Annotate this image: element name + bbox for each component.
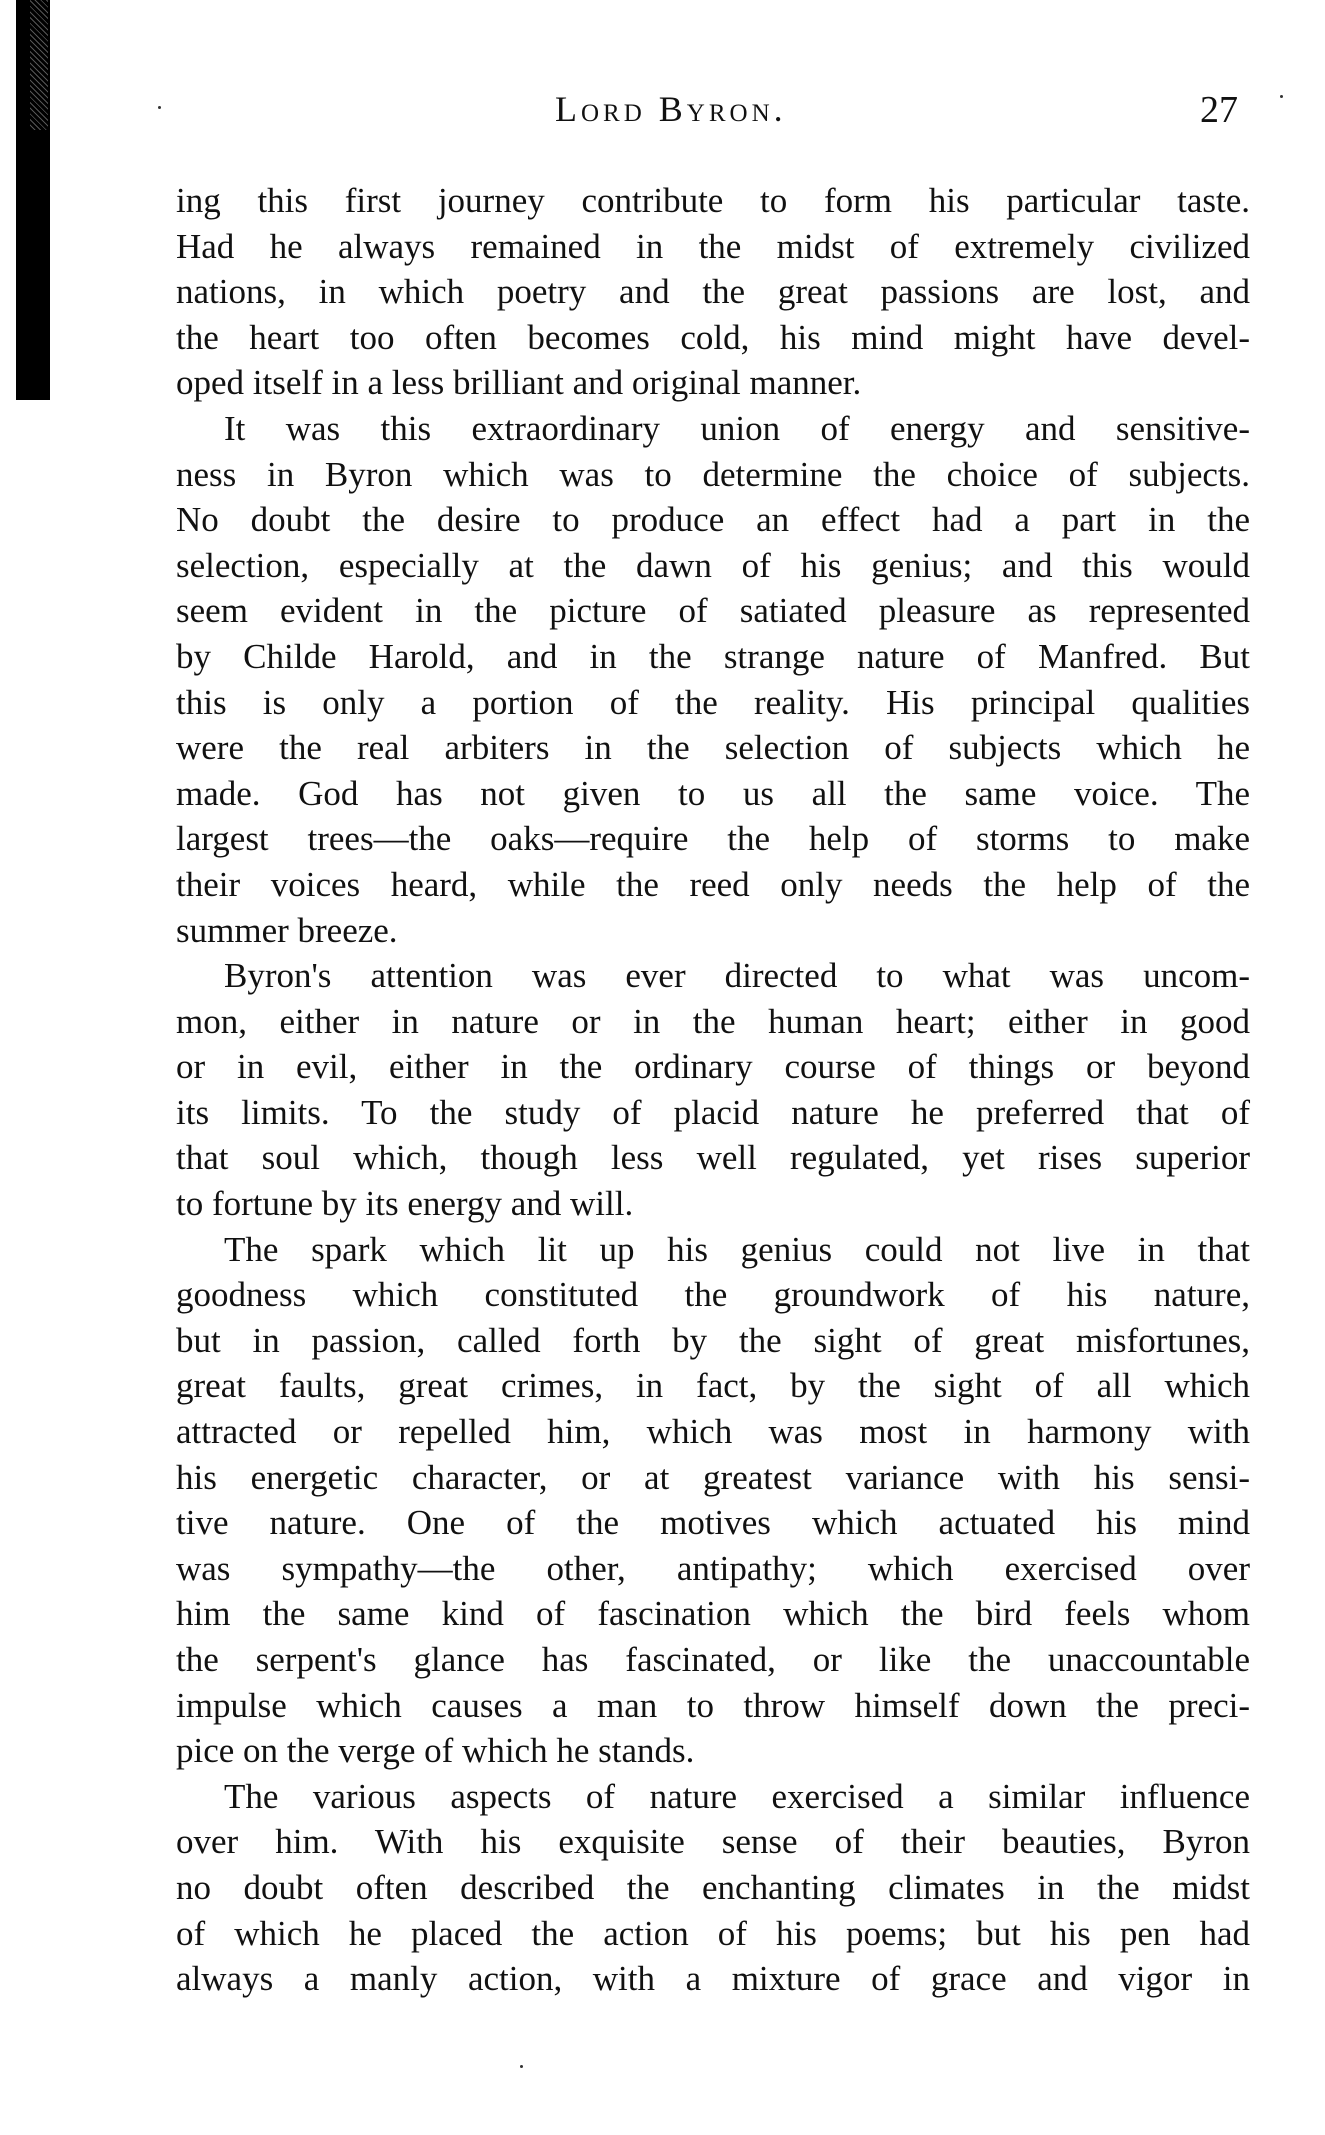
text-line: their voices heard, while the reed only needs the help of the — [176, 864, 1250, 904]
text-line: No doubt the desire to produce an effect had a part in the — [176, 500, 1250, 540]
text-line: largest trees—the oaks—require the help of storms to make — [176, 819, 1250, 859]
paragraph-1 — [176, 178, 1250, 406]
text-line: nations, in which poetry and the great passions are lost, and — [176, 272, 1250, 312]
text-line: ness in Byron which was to determine the choice of subjects. — [176, 454, 1250, 494]
text-line: over him. With his exquisite sense of their beauties, Byron — [176, 1822, 1250, 1862]
text-line: ing this first journey contribute to form his particular taste. — [176, 181, 1250, 220]
text-line: great faults, great crimes, in fact, by the sight of all which — [176, 1366, 1250, 1406]
text-line: was sympathy—the other, antipathy; which exercised over — [176, 1548, 1250, 1588]
text-line: were the real arbiters in the selection of subjects which he — [176, 728, 1250, 768]
text-line: summer breeze. — [176, 910, 398, 950]
text-line: that soul which, though less well regulated, yet rises superior — [176, 1138, 1250, 1178]
text-line: seem evident in the picture of satiated pleasure as represented — [176, 591, 1250, 631]
text-line: to fortune by its energy and will. — [176, 1184, 634, 1224]
text-line: but in passion, called forth by the sight of great misfortunes, — [176, 1320, 1250, 1360]
scan-speck — [1280, 95, 1283, 98]
text-line: this is only a portion of the reality. His principal qualities — [176, 682, 1250, 722]
scan-binding-edge — [16, 0, 50, 400]
paragraph-4 — [176, 1227, 1250, 1774]
text-line: goodness which constituted the groundwork of his nature, — [176, 1275, 1250, 1315]
text-line: tive nature. One of the motives which actuated his mind — [176, 1503, 1250, 1543]
text-line: mon, either in nature or in the human heart; either in good — [176, 1001, 1250, 1041]
text-line: no doubt often described the enchanting climates in the midst — [176, 1867, 1250, 1907]
text-line: made. God has not given to us all the same voice. The — [176, 773, 1250, 813]
text-line: him the same kind of fascination which the bird feels whom — [176, 1594, 1250, 1634]
text-line: Had he always remained in the midst of extremely civilized — [176, 226, 1250, 266]
text-line: always a manly action, with a mixture of grace and vigor in — [176, 1959, 1250, 1999]
text-line: the heart too often becomes cold, his mind might have devel- — [176, 317, 1250, 357]
text-line: of which he placed the action of his poems; but his pen had — [176, 1913, 1250, 1953]
text-line: The spark which lit up his genius could not live in that — [224, 1229, 1250, 1269]
text-line: impulse which causes a man to throw himself down the preci- — [176, 1685, 1250, 1725]
paragraph-5 — [176, 1774, 1250, 2002]
body-text — [176, 178, 1250, 2002]
paragraph-2 — [176, 406, 1250, 953]
text-line: by Childe Harold, and in the strange nature of Manfred. But — [176, 636, 1250, 676]
text-line: or in evil, either in the ordinary course of things or beyond — [176, 1047, 1250, 1087]
text-line: It was this extraordinary union of energy and sensitive- — [224, 408, 1250, 448]
text-line: oped itself in a less brilliant and original manner. — [176, 363, 862, 403]
text-line: his energetic character, or at greatest variance with his sensi- — [176, 1457, 1250, 1497]
text-line: The various aspects of nature exercised a similar influence — [224, 1776, 1250, 1816]
paragraph-3 — [176, 953, 1250, 1227]
text-line: its limits. To the study of placid nature he preferred that of — [176, 1092, 1250, 1132]
text-line: Byron's attention was ever directed to what was uncom- — [224, 956, 1250, 996]
text-line: selection, especially at the dawn of his genius; and this would — [176, 545, 1250, 585]
text-line: attracted or repelled him, which was most in harmony with — [176, 1412, 1250, 1452]
text-line: the serpent's glance has fascinated, or like the unaccountable — [176, 1640, 1250, 1679]
page-number: 27 — [1200, 89, 1238, 131]
text-line: pice on the verge of which he stands. — [176, 1731, 695, 1771]
scan-speck — [520, 2065, 523, 2068]
scan-speck — [158, 106, 161, 109]
page-header — [0, 88, 1325, 138]
running-title: Lord Byron. — [555, 89, 787, 129]
